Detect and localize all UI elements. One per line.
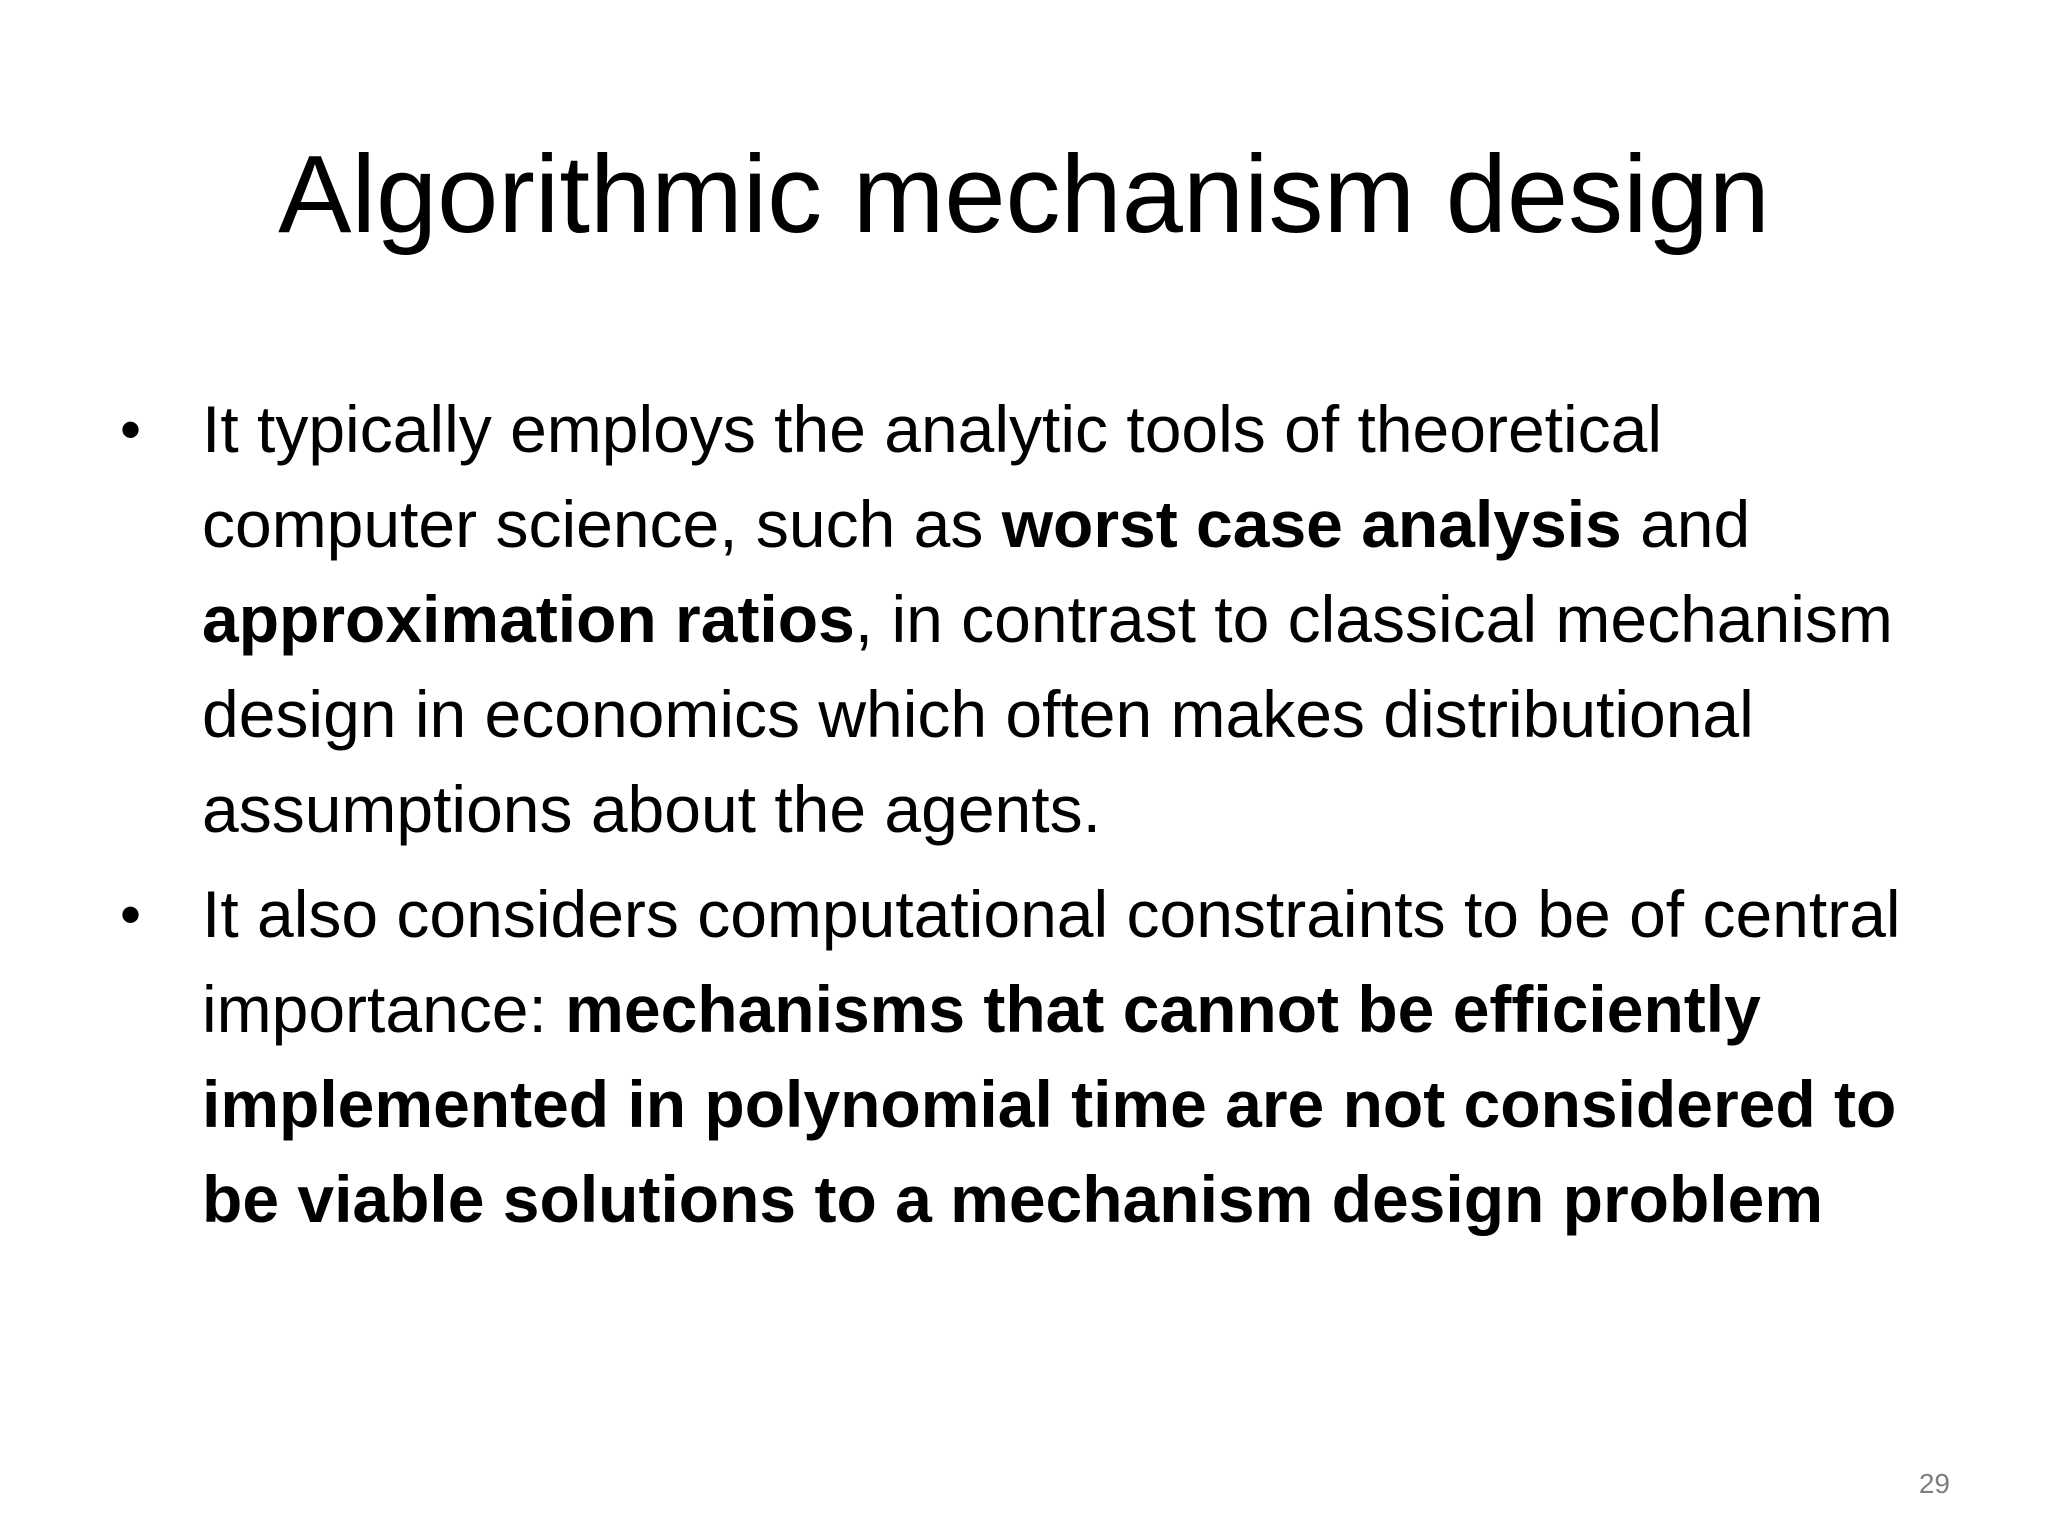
page-number: 29 [1918,1468,1950,1499]
bullet-item [120,382,1940,857]
bullet-dot-icon: • [120,396,142,463]
bullet-text [202,867,1940,1247]
text-segment: It also considers computational constraints to be of central importance: [202,877,1901,1046]
bullet-list [120,382,1940,1257]
text-segment: It typically employs the analytic tools of theoretical computer science, such as [202,392,1663,561]
bold-statement-polynomial-time: mechanisms that cannot be efficiently implemented in polynomial time are not considered to be viable solutions to a mechanism design problem [202,972,1897,1236]
bullet-text [202,382,1940,857]
bold-term-approximation-ratios: approximation ratios [202,582,855,656]
bullet-item [120,867,1940,1247]
text-segment: , in contrast to classical mechanism design in economics which often makes distributional assumptions about the agents. [202,582,1893,846]
slide-title: Algorithmic mechanism design [278,133,1770,256]
bullet-dot-icon: • [120,881,142,948]
bold-term-worst-case-analysis: worst case analysis [1001,487,1622,561]
text-segment: and [1621,487,1751,561]
